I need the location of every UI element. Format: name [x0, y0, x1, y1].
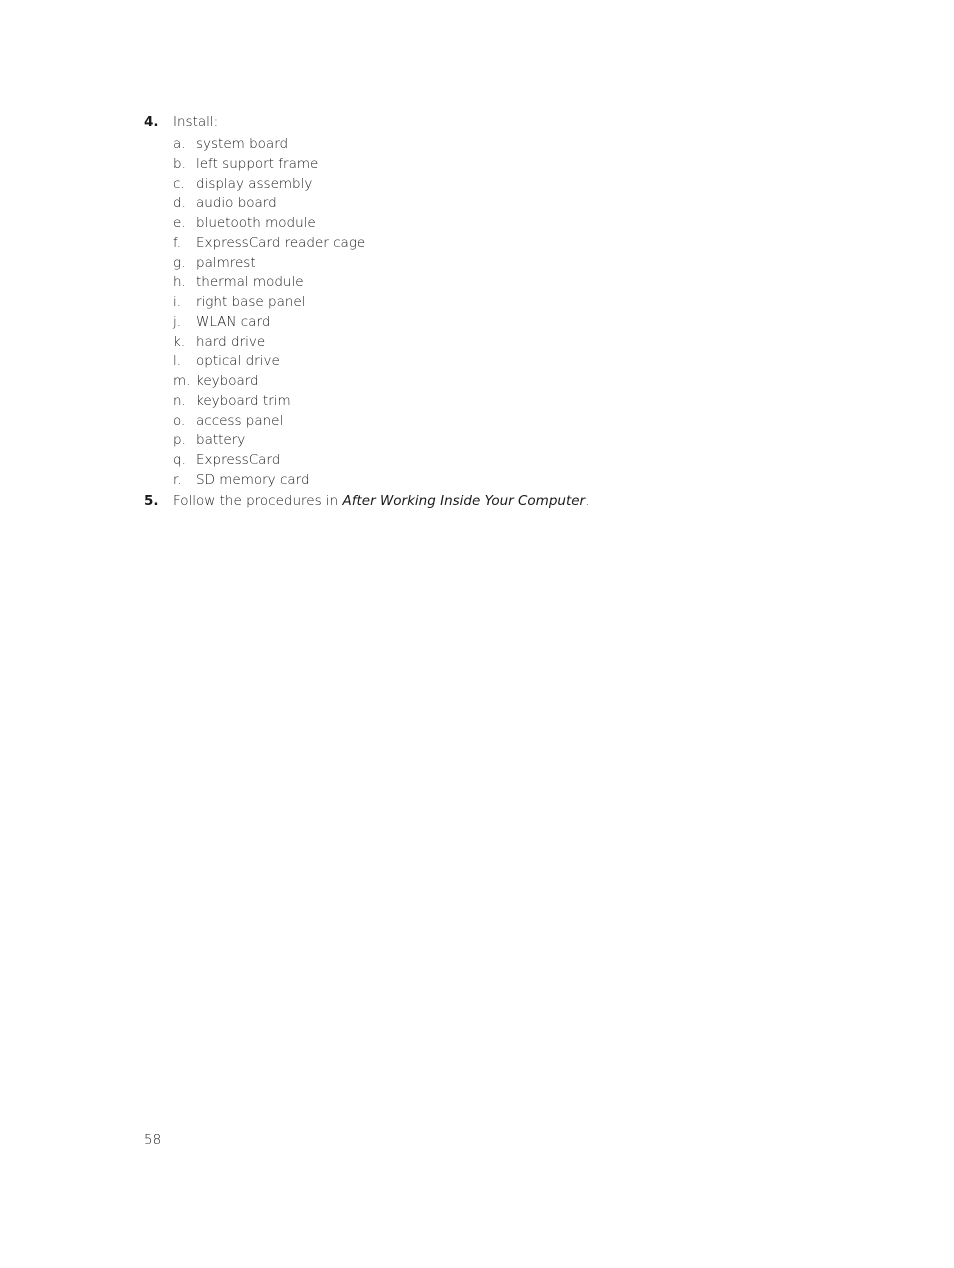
- list-item-text: keyboard: [196, 373, 259, 389]
- list-item-letter: m.: [173, 373, 191, 389]
- install-sublist: [173, 135, 365, 491]
- list-item-text: ExpressCard: [196, 452, 281, 468]
- list-item: [173, 214, 365, 234]
- list-item: [173, 392, 365, 412]
- list-item-letter: g.: [173, 254, 186, 271]
- list-item-text: audio board: [196, 195, 277, 212]
- list-item: [173, 155, 365, 175]
- list-item: [173, 313, 365, 333]
- list-item: [173, 135, 365, 155]
- list-item-letter: e.: [173, 215, 186, 231]
- list-item-letter: q.: [173, 452, 186, 468]
- page-number: 58: [144, 1132, 162, 1148]
- list-item-letter: i.: [173, 294, 182, 310]
- list-item-letter: c.: [173, 175, 185, 192]
- list-item-letter: f.: [173, 234, 182, 251]
- list-item: [173, 175, 365, 195]
- list-item-letter: o.: [173, 412, 186, 429]
- list-item-text: WLAN card: [196, 313, 271, 330]
- list-item-letter: a.: [173, 136, 186, 152]
- list-item-text: palmrest: [196, 254, 256, 271]
- step-text-plain: Follow the procedures in: [173, 493, 343, 509]
- list-item-text: display assembly: [196, 175, 313, 192]
- list-item: [173, 194, 365, 214]
- list-item: [173, 293, 365, 313]
- list-item: [173, 333, 365, 353]
- list-item-text: right base panel: [196, 294, 306, 310]
- list-item-text: battery: [196, 432, 246, 449]
- list-item: [173, 254, 365, 274]
- list-item-text: SD memory card: [196, 471, 310, 488]
- list-item-letter: j.: [173, 313, 182, 330]
- list-item-text: keyboard trim: [196, 392, 291, 409]
- list-item-letter: r.: [173, 471, 182, 488]
- list-item-letter: n.: [173, 392, 186, 409]
- step-text: Install:: [173, 114, 219, 130]
- list-item-text: bluetooth module: [196, 215, 316, 231]
- step-number: 4.: [144, 114, 159, 130]
- step-text-end: .: [585, 493, 590, 509]
- list-item-text: ExpressCard reader cage: [196, 234, 366, 251]
- step-number: 5.: [144, 493, 159, 509]
- list-item: [173, 451, 365, 471]
- list-item-letter: b.: [173, 155, 186, 172]
- list-item-letter: d.: [173, 195, 186, 212]
- list-item: [173, 273, 365, 293]
- step-text-reference[interactable]: After Working Inside Your Computer: [342, 493, 586, 509]
- list-item: [173, 234, 365, 254]
- list-item-text: hard drive: [196, 333, 266, 350]
- list-item-letter: l.: [173, 353, 182, 370]
- list-item-letter: p.: [173, 432, 186, 449]
- list-item-text: left support frame: [196, 155, 319, 172]
- step-text: [173, 493, 589, 509]
- list-item-text: access panel: [196, 412, 284, 429]
- list-item: [173, 431, 365, 451]
- list-item: [173, 412, 365, 432]
- list-item: [173, 471, 365, 491]
- list-item: [173, 352, 365, 372]
- list-item-text: optical drive: [196, 353, 280, 370]
- list-item-text: system board: [196, 136, 289, 152]
- list-item-letter: k.: [173, 333, 186, 350]
- list-item-letter: h.: [173, 274, 186, 291]
- list-item: [173, 372, 365, 392]
- list-item-text: thermal module: [196, 274, 304, 291]
